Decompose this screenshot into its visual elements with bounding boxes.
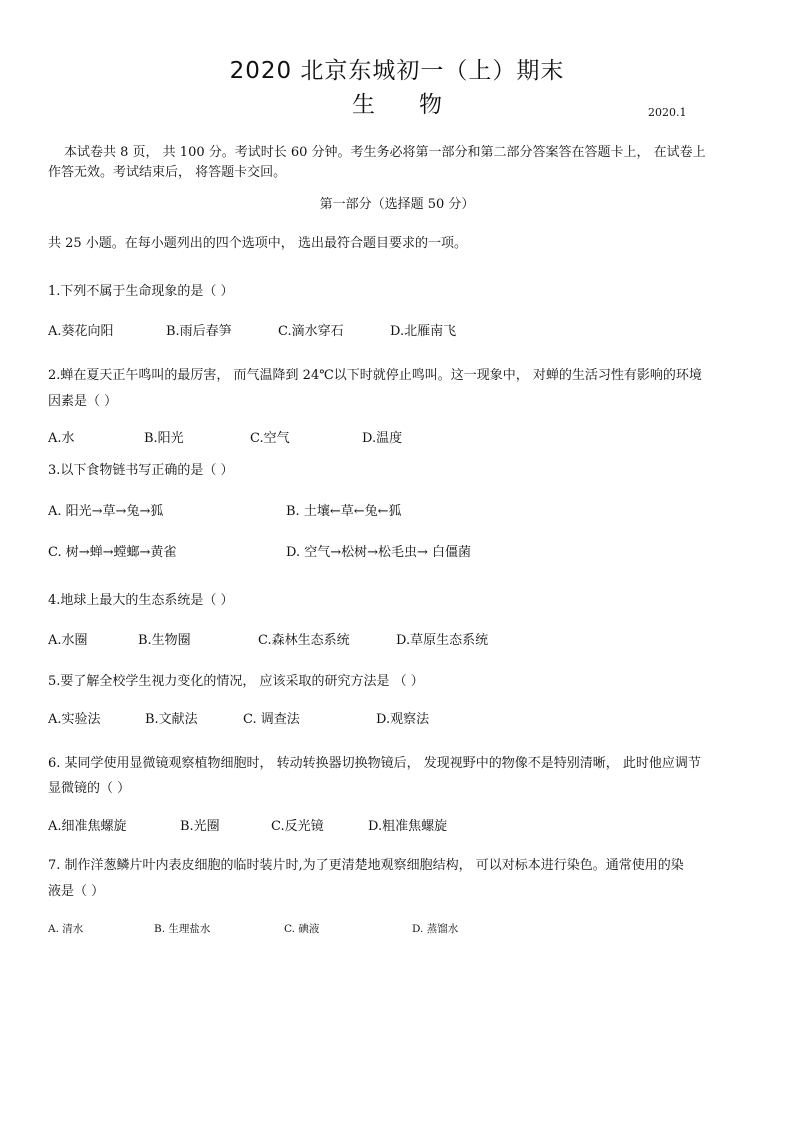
question-3-options-row-2 [48,541,768,559]
option-d: D.观察法 [376,712,430,727]
intro-line-2: 作答无效。考试结束后， 将答题卡交回。 [48,165,287,180]
option-d: D.温度 [362,431,403,446]
option-c: C. 树→蝉→螳螂→黄雀 [48,545,177,560]
option-a: A. 清水 [48,923,84,935]
option-c: C. 调查法 [243,712,300,727]
exam-title: 2020 北京东城初一（上）期末 [229,58,565,84]
exam-subject: 生物 [352,92,486,118]
option-a: A.水 [48,431,75,446]
option-a: A.细准焦螺旋 [48,819,127,834]
option-b: B. 土壤←草←兔←狐 [286,504,402,519]
question-7-stem-line-1: 7. 制作洋葱鳞片叶内表皮细胞的临时装片时,为了更清楚地观察细胞结构， 可以对标本进行染色。通常使用的染 [48,858,684,873]
option-b: B.生物圈 [138,633,191,648]
section-title: 第一部分（选择题 50 分） [319,197,475,212]
option-b: B.文献法 [145,712,198,727]
question-2-options [48,427,768,445]
option-d: D. 蒸馏水 [412,923,459,935]
exam-date: 2020.1 [648,106,687,119]
option-b: B. 生理盐水 [154,923,211,935]
question-1-options [48,320,768,338]
option-d: D. 空气→松树→松毛虫→ 白僵菌 [286,545,472,560]
option-c: C.空气 [250,431,290,446]
option-c: C.滴水穿石 [278,324,344,339]
intro-line-1: 本试卷共 8 页， 共 100 分。考试时长 60 分钟。考生务必将第一部分和第二部分答案答在答题卡上， 在试卷上 [64,145,706,160]
option-a: A.实验法 [48,712,101,727]
option-a: A.葵花向阳 [48,324,114,339]
option-a: A.水圈 [48,633,88,648]
question-3-options-row-1 [48,500,768,518]
option-b: B.雨后春笋 [166,324,232,339]
question-6-options [48,815,768,833]
option-b: B.光圈 [180,819,220,834]
question-4-options [48,629,768,647]
question-5-stem: 5.要了解全校学生视力变化的情况， 应该采取的研究方法是 （ ） [48,674,424,689]
question-7-stem-line-2: 液是（ ） [48,884,105,899]
option-d: D.粗准焦螺旋 [368,819,448,834]
option-d: D.北雁南飞 [390,324,457,339]
option-d: D.草原生态系统 [396,633,489,648]
option-b: B.阳光 [144,431,184,446]
section-instruction: 共 25 小题。在每小题列出的四个选项中， 选出最符合题目要求的一项。 [48,236,467,251]
question-2-stem-line-2: 因素是（ ） [48,394,118,409]
question-2-stem-line-1: 2.蝉在夏天正午鸣叫的最厉害， 而气温降到 24℃以下时就停止鸣叫。这一现象中， 对蝉的生活习性有影响的环境 [48,368,702,383]
question-6-stem-line-1: 6. 某同学使用显微镜观察植物细胞时， 转动转换器切换物镜后， 发现视野中的物像不是特别清晰， 此时他应调节 [48,756,701,771]
option-a: A. 阳光→草→兔→狐 [48,504,164,519]
option-c: C.反光镜 [271,819,324,834]
question-6-stem-line-2: 显微镜的（ ） [48,781,131,796]
question-1-stem: 1.下列不属于生命现象的是（ ） [48,284,234,299]
question-3-stem: 3.以下食物链书写正确的是（ ） [48,463,234,478]
question-5-options [48,708,768,726]
option-c: C. 碘液 [284,923,320,935]
question-4-stem: 4.地球上最大的生态系统是（ ） [48,593,234,608]
question-7-options [48,921,768,939]
option-c: C.森林生态系统 [258,633,350,648]
